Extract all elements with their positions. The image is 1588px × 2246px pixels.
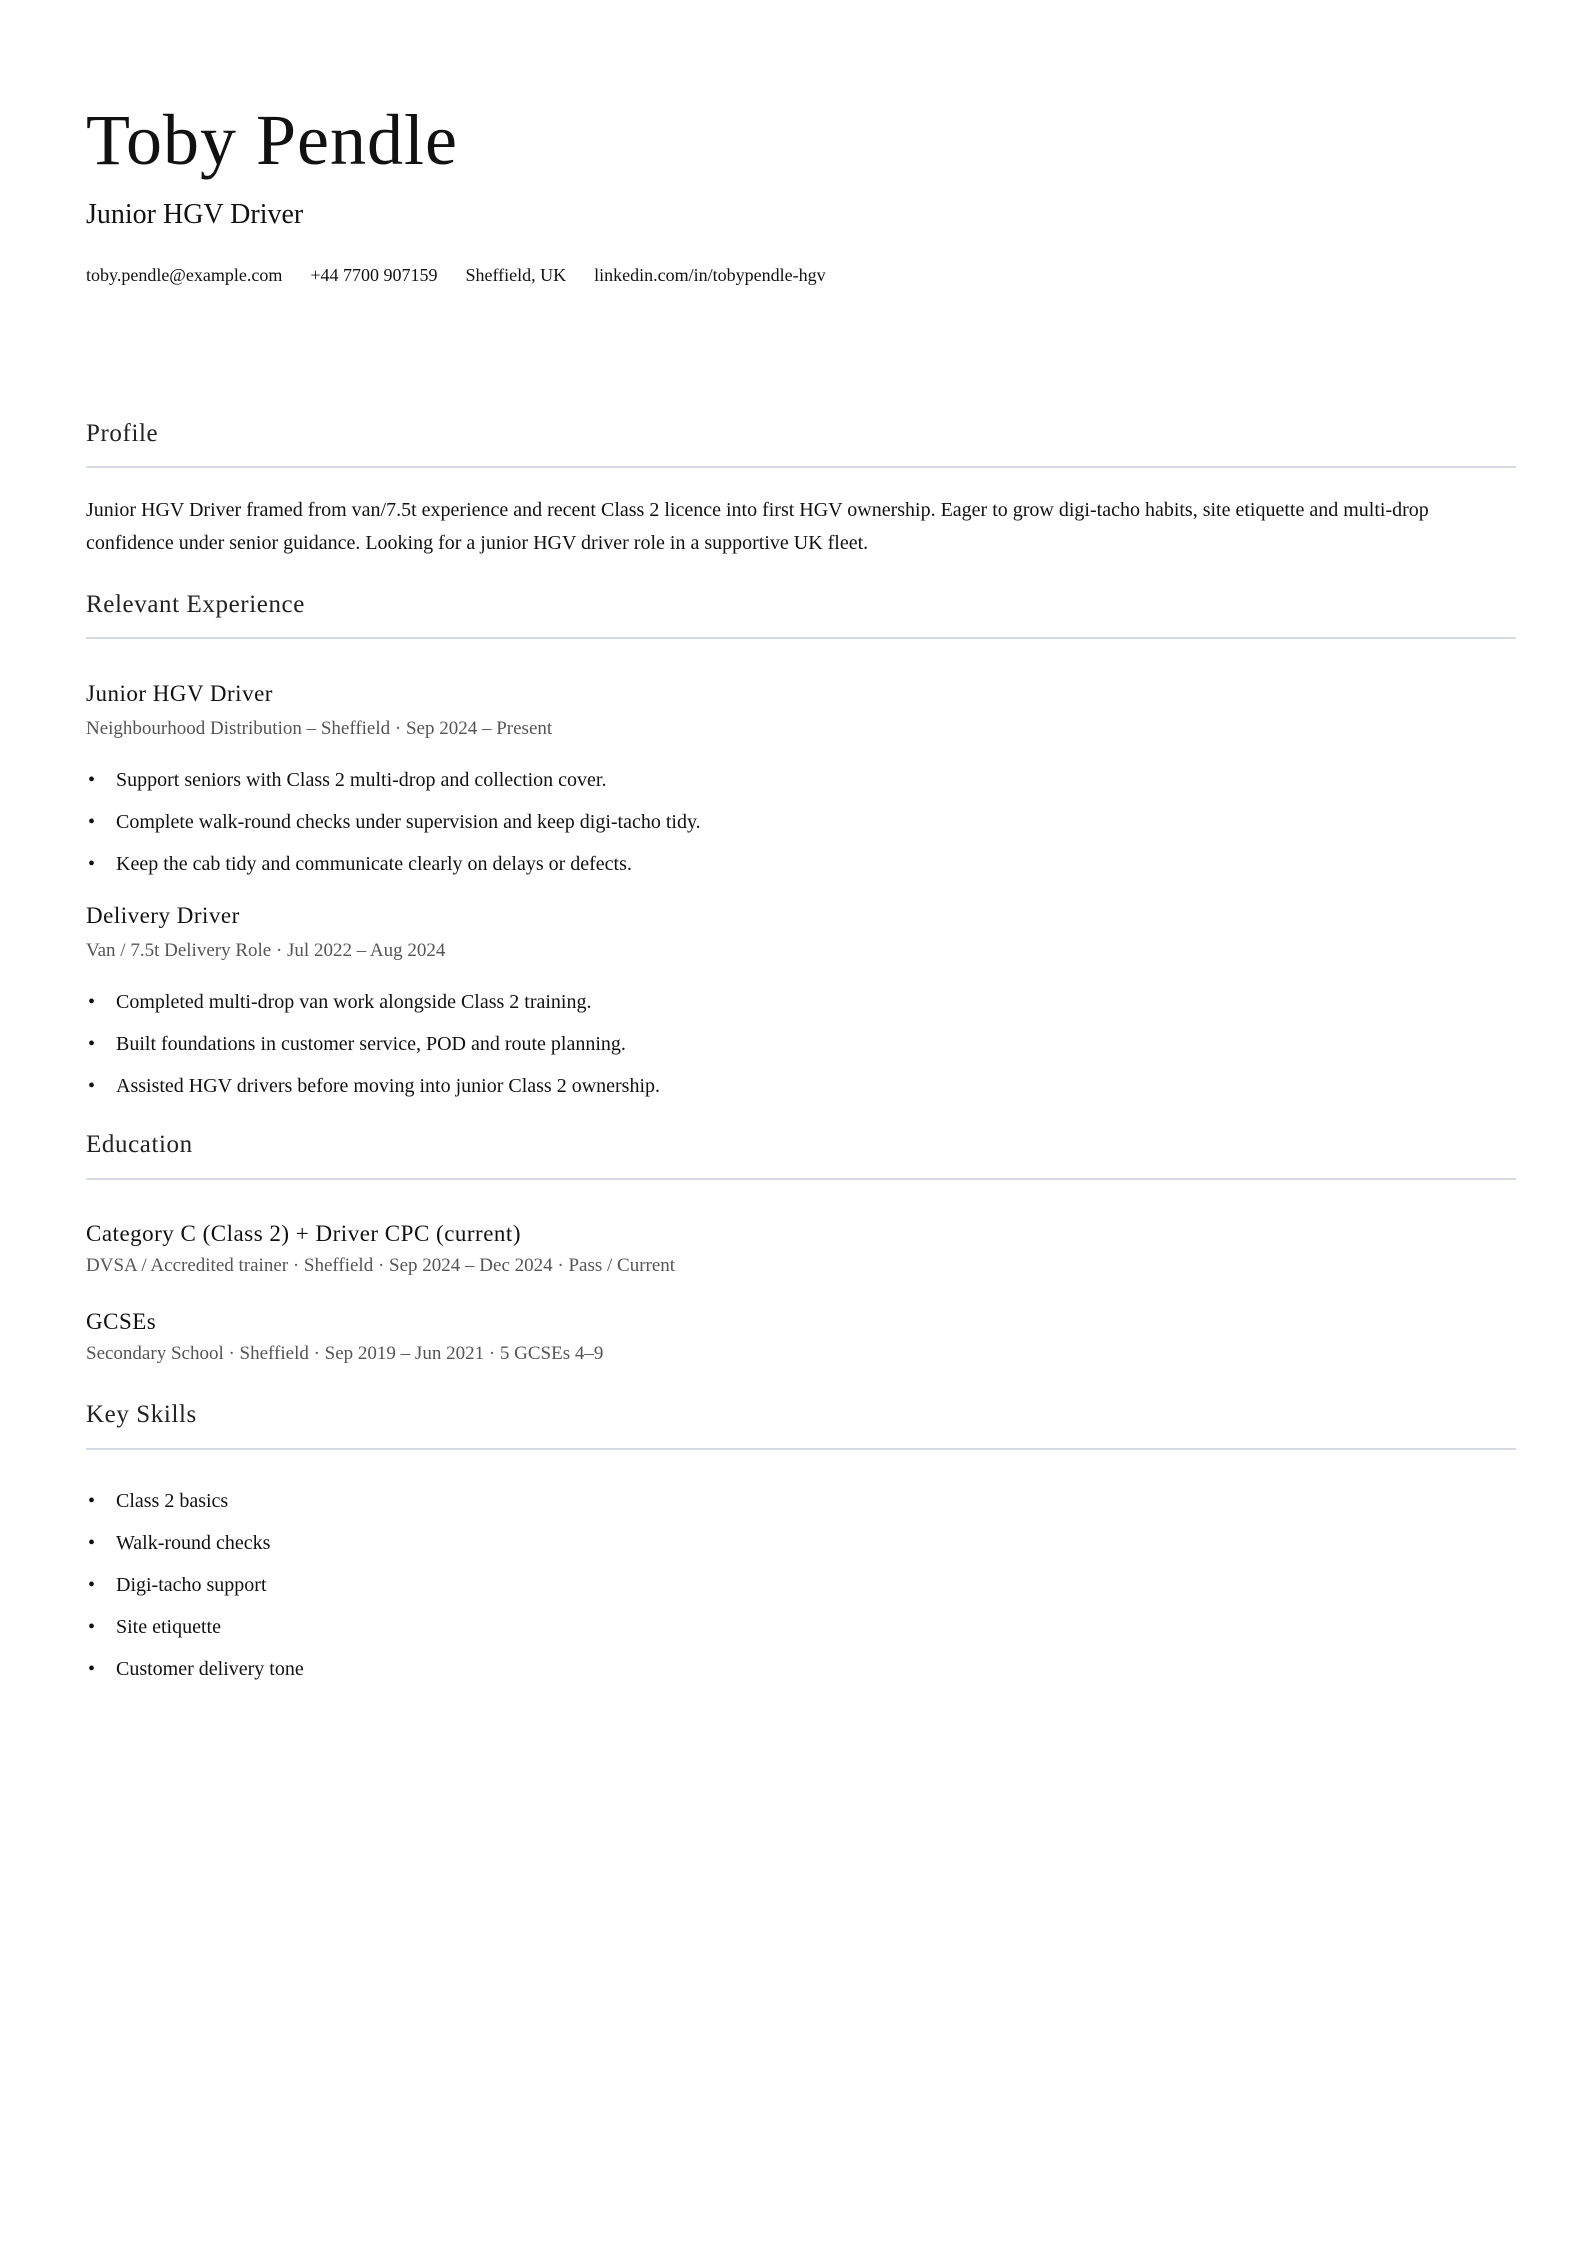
bullet-icon: • (88, 1574, 96, 1596)
contact-location: Sheffield, UK (465, 265, 567, 285)
bullet-icon: • (88, 1616, 96, 1638)
section-divider (86, 1178, 1516, 1180)
candidate-name: Toby Pendle (86, 100, 458, 180)
job-bullets (86, 768, 701, 894)
job-meta: Neighbourhood Distribution – Sheffield · Sep 2024 – Present (86, 718, 553, 739)
section-title-profile: Profile (86, 420, 159, 447)
list-item: • Site etiquette (88, 1616, 221, 1638)
bullet-icon: • (88, 991, 96, 1013)
list-item: • Assisted HGV drivers before moving into junior Class 2 ownership. (88, 1075, 661, 1097)
bullet-icon: • (88, 811, 96, 833)
list-item: • Built foundations in customer service, POD and route planning. (88, 1033, 626, 1055)
bullet-icon: • (88, 1033, 96, 1055)
bullet-icon: • (88, 1532, 96, 1554)
job-title: Junior HGV Driver (86, 681, 273, 706)
bullet-icon: • (88, 1490, 96, 1512)
section-title-experience: Relevant Experience (86, 591, 305, 618)
skills-list (86, 1489, 304, 1699)
bullet-icon: • (88, 1658, 96, 1680)
education-meta: DVSA / Accredited trainer · Sheffield · Sep 2024 – Dec 2024 · Pass / Current (86, 1255, 676, 1276)
list-item: • Keep the cab tidy and communicate clearly on delays or defects. (88, 853, 632, 875)
list-item: • Digi-tacho support (88, 1574, 267, 1596)
job-title: Delivery Driver (86, 903, 240, 928)
education-title: Category C (Class 2) + Driver CPC (current) (86, 1221, 521, 1246)
education-title: GCSEs (86, 1309, 157, 1334)
list-item: • Complete walk-round checks under supervision and keep digi-tacho tidy. (88, 811, 701, 833)
bullet-icon: • (88, 1075, 96, 1097)
contact-bar (86, 264, 854, 286)
contact-email[interactable]: toby.pendle@example.com (86, 265, 283, 285)
list-item: • Customer delivery tone (88, 1658, 304, 1680)
list-item: • Support seniors with Class 2 multi-drop and collection cover. (88, 769, 607, 791)
bullet-icon: • (88, 853, 96, 875)
section-title-education: Education (86, 1131, 193, 1158)
section-divider (86, 466, 1516, 468)
section-divider (86, 1448, 1516, 1450)
contact-phone[interactable]: +44 7700 907159 (310, 265, 438, 285)
list-item: • Walk-round checks (88, 1532, 271, 1554)
bullet-icon: • (88, 769, 96, 791)
list-item: • Completed multi-drop van work alongside Class 2 training. (88, 991, 592, 1013)
candidate-role: Junior HGV Driver (86, 199, 304, 230)
job-meta: Van / 7.5t Delivery Role · Jul 2022 – Aug 2024 (86, 940, 446, 961)
section-title-skills: Key Skills (86, 1401, 197, 1428)
job-bullets (86, 990, 660, 1116)
profile-text: Junior HGV Driver framed from van/7.5t experience and recent Class 2 licence into first HGV ownership. Eager to grow digi-tacho habits, site etiquette and multi-drop confidence under senior guidance. Looking for a junior HGV driver role in a supportive UK fleet. (86, 499, 1429, 554)
education-meta: Secondary School · Sheffield · Sep 2019 – Jun 2021 · 5 GCSEs 4–9 (86, 1343, 604, 1364)
contact-linkedin[interactable]: linkedin.com/in/tobypendle-hgv (594, 265, 826, 285)
section-divider (86, 637, 1516, 639)
list-item: • Class 2 basics (88, 1490, 229, 1512)
